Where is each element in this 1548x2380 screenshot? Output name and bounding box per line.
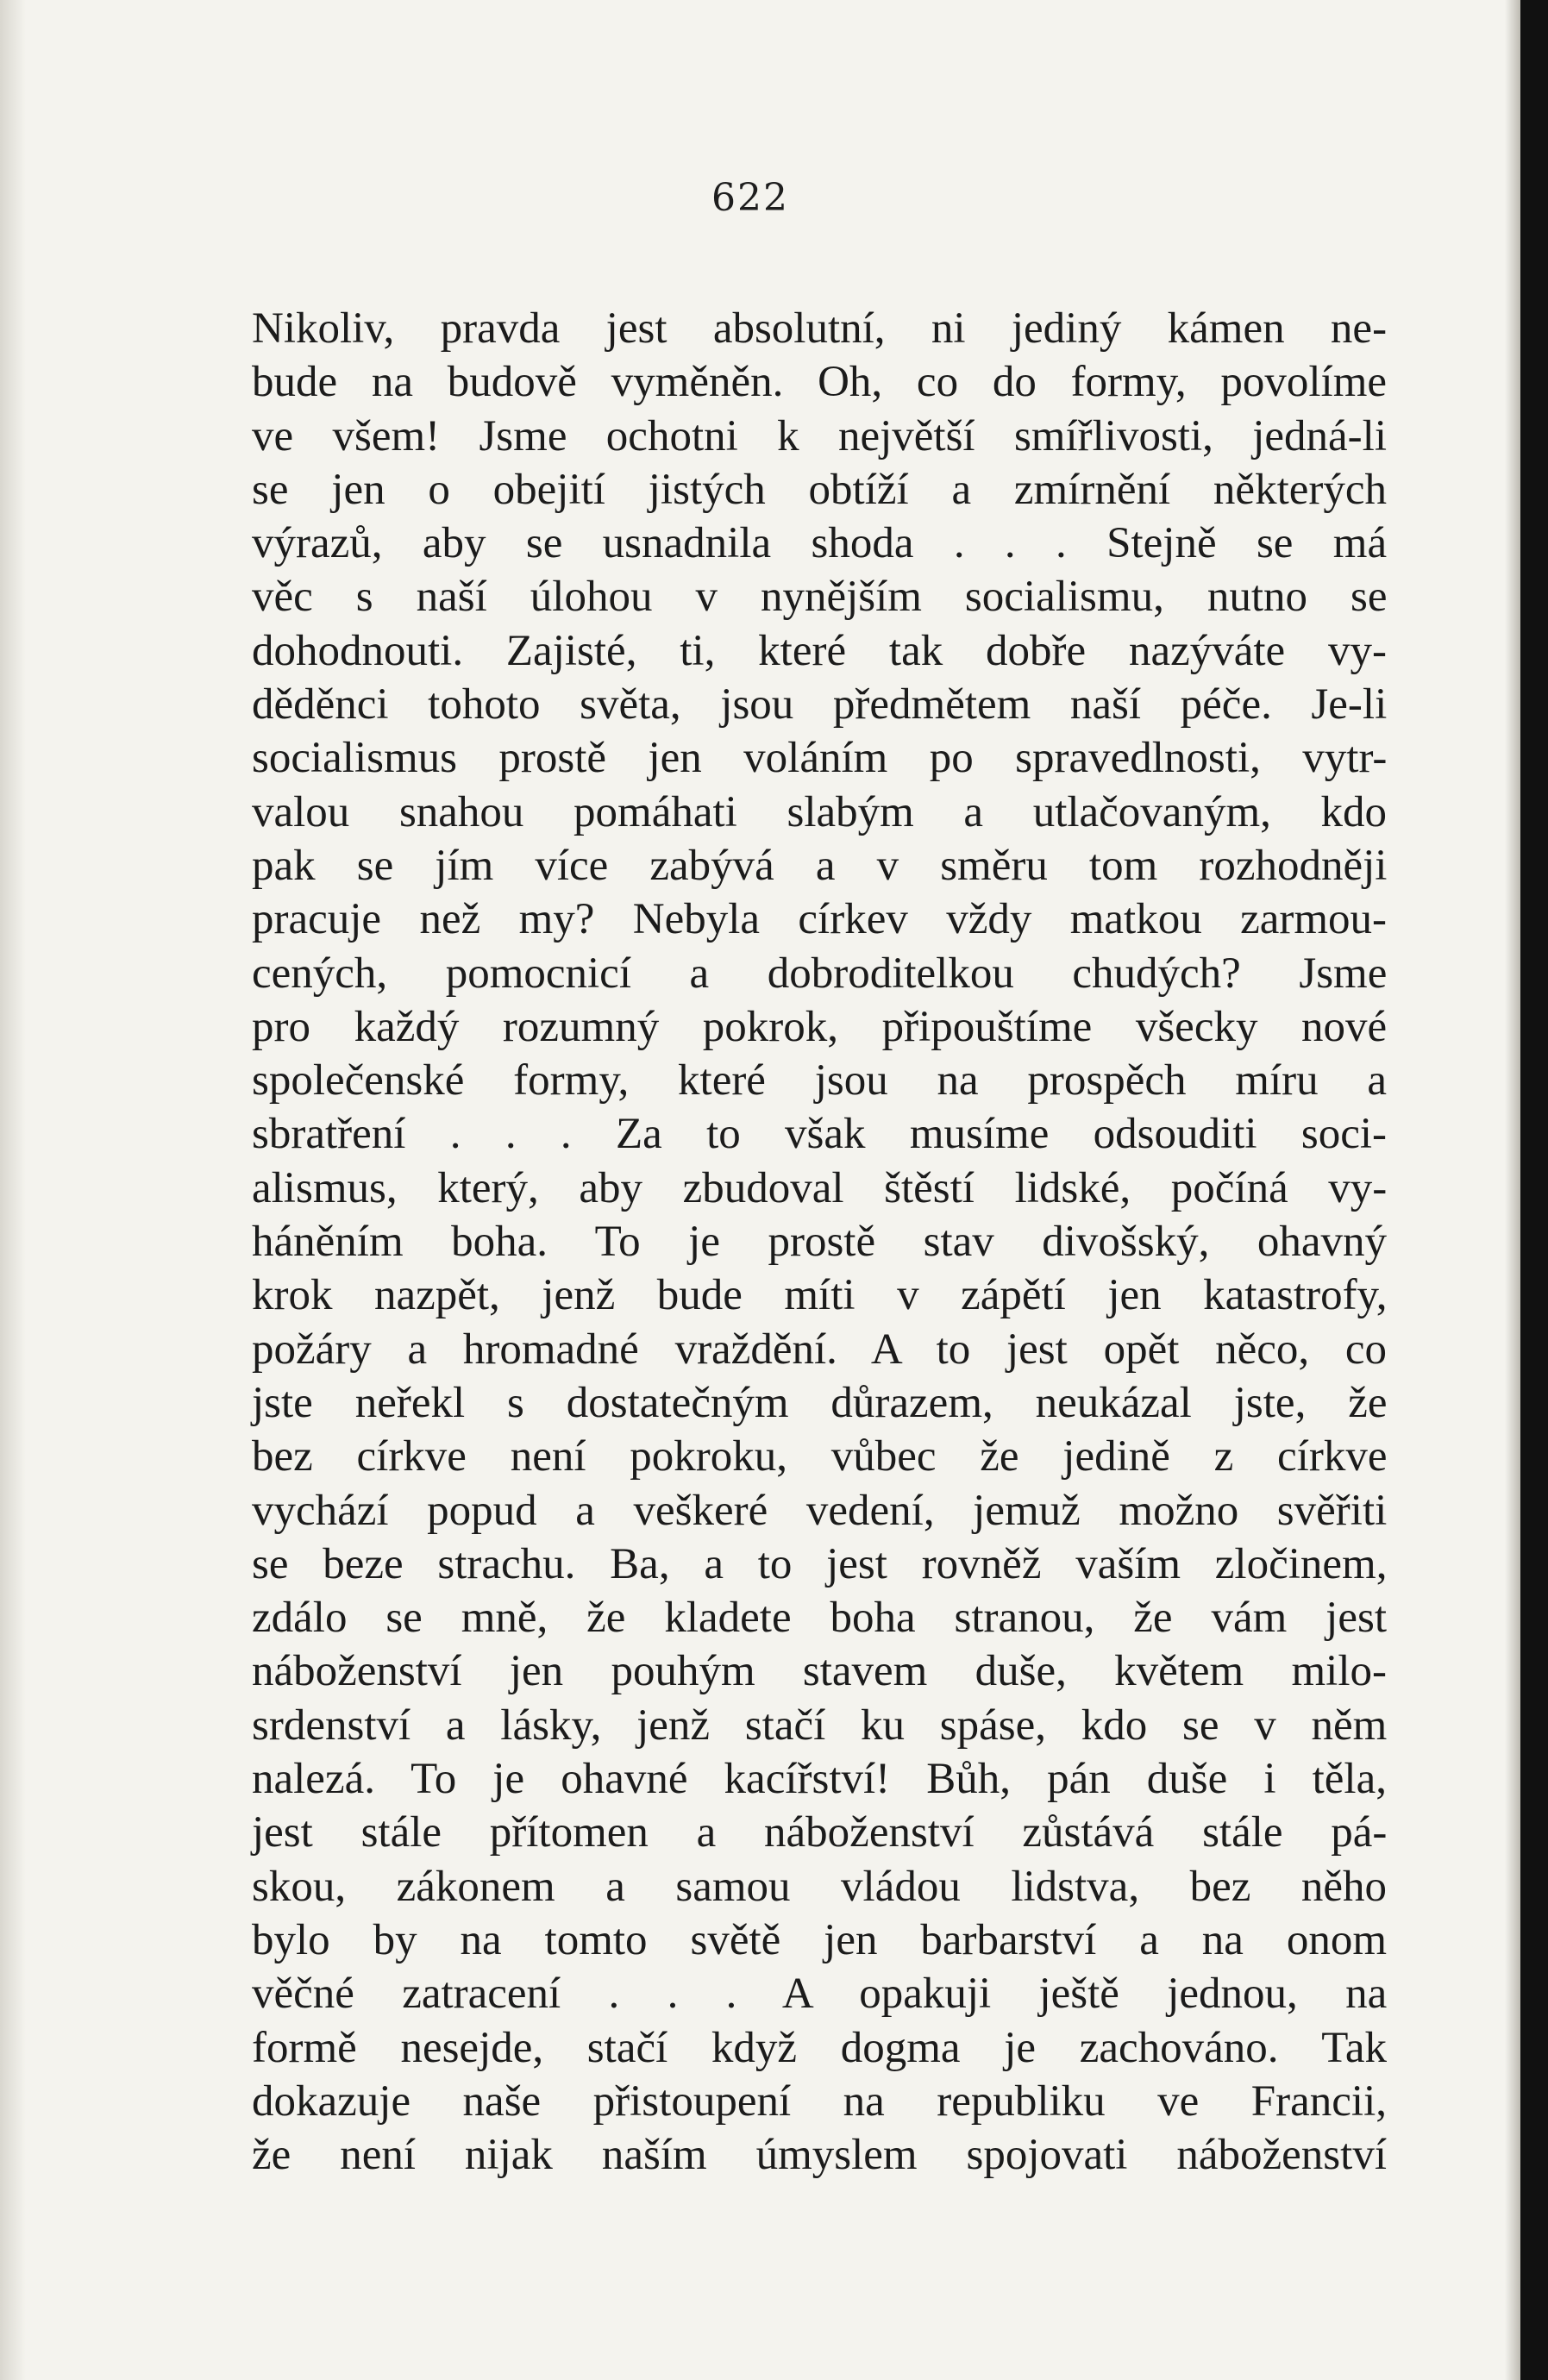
text-line: bylo by na tomto světě jen barbarství a na onom — [252, 1915, 1387, 1964]
text-line: děděnci tohoto světa, jsou předmětem naší péče. Je-li — [252, 680, 1388, 730]
text-line: ve všem! Jsme ochotni k největší smířlivosti, jedná-li — [252, 411, 1387, 460]
text-line: socialismus prostě jen voláním po spravedlnosti, vytr- — [252, 734, 1388, 783]
text-line: pak se jím více zabývá a v směru tom rozhodněji — [252, 841, 1388, 890]
page-gutter-shadow — [0, 0, 26, 2380]
text-line: věc s naší úlohou v nynějším socialismu, nutno se — [252, 573, 1388, 622]
text-line: skou, zákonem a samou vládou lidstva, bez něho — [252, 1862, 1387, 1911]
text-line: jste neřekl s dostatečným důrazem, neukázal jste, že — [252, 1378, 1388, 1427]
text-line: háněním boha. To je prostě stav divošský, ohavný — [252, 1218, 1387, 1267]
text-line: sbratření . . . Za to však musíme odsouditi soci- — [252, 1110, 1387, 1159]
text-line: bez církve není pokroku, vůbec že jedině z církve — [252, 1432, 1388, 1481]
body-text — [252, 302, 1387, 2182]
text-line: pracuje než my? Nebyla církev vždy matkou zarmou- — [252, 895, 1387, 944]
text-line: se beze strachu. Ba, a to jest rovněž vaším zločinem, — [252, 1539, 1388, 1588]
text-line: požáry a hromadné vraždění. A to jest opět něco, co — [252, 1325, 1388, 1374]
text-line: že není nijak naším úmyslem spojovati náboženství — [252, 2131, 1387, 2180]
text-line: dokazuje naše přistoupení na republiku ve Francii, — [252, 2076, 1387, 2126]
page-number: 622 — [711, 176, 789, 220]
text-line: bude na budově vyměněn. Oh, co do formy, povolíme — [252, 358, 1388, 407]
text-line: pro každý rozumný pokrok, připouštíme všecky nové — [252, 1002, 1388, 1051]
text-line: náboženství jen pouhým stavem duše, květem milo- — [252, 1647, 1387, 1696]
text-line: věčné zatracení . . . A opakuji ještě jednou, na — [252, 1970, 1388, 2019]
scan-border — [1520, 0, 1548, 2380]
text-line: výrazů, aby se usnadnila shoda . . . Stejně se má — [252, 519, 1388, 568]
text-line: krok nazpět, jenž bude míti v zápětí jen katastrofy, — [252, 1271, 1388, 1320]
text-line: zdálo se mně, že kladete boha stranou, že vám jest — [252, 1594, 1387, 1643]
text-line: vychází popud a veškeré vedení, jemuž možno svěřiti — [252, 1486, 1388, 1535]
text-line: srdenství a lásky, jenž stačí ku spáse, kdo se v něm — [252, 1700, 1388, 1750]
text-line: jest stále přítomen a náboženství zůstává stále pá- — [252, 1808, 1388, 1857]
text-line: valou snahou pomáhati slabým a utlačovaným, kdo — [252, 787, 1387, 836]
text-line: cených, pomocnicí a dobroditelkou chudých? Jsme — [252, 949, 1388, 998]
text-line: formě nesejde, stačí když dogma je zachováno. Tak — [252, 2023, 1387, 2072]
text-line: se jen o obejití jistých obtíží a zmírnění některých — [252, 465, 1387, 514]
page-edge-shadow — [1505, 0, 1520, 2380]
text-line: alismus, který, aby zbudoval štěstí lidské, počíná vy- — [252, 1163, 1388, 1212]
text-line: dohodnouti. Zajisté, ti, které tak dobře nazýváte vy- — [252, 626, 1387, 675]
text-line: Nikoliv, pravda jest absolutní, ni jediný kámen ne- — [252, 304, 1388, 353]
text-line: společenské formy, které jsou na prospěch míru a — [252, 1056, 1387, 1105]
text-line: nalezá. To je ohavné kacířství! Bůh, pán duše i těla, — [252, 1755, 1387, 1804]
